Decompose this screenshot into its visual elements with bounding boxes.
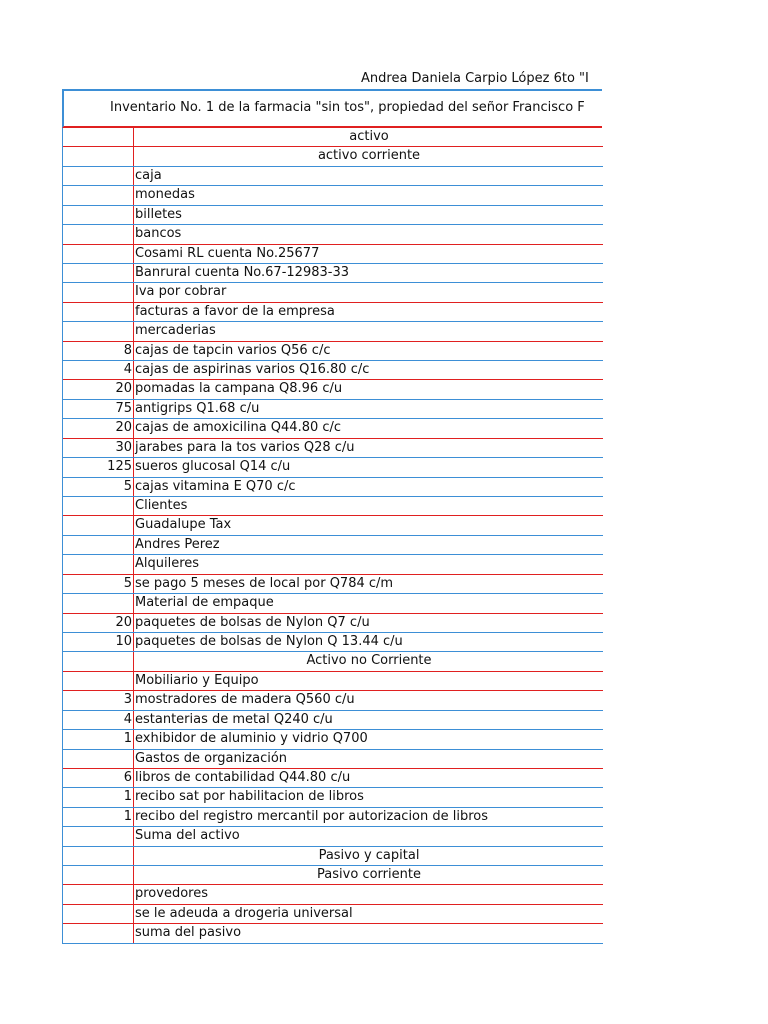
quantity-cell[interactable] bbox=[63, 264, 134, 282]
table-row bbox=[63, 478, 603, 497]
quantity-cell[interactable]: 3 bbox=[63, 691, 134, 709]
table-row bbox=[63, 225, 603, 244]
table-row bbox=[63, 691, 603, 710]
quantity-cell[interactable]: 8 bbox=[63, 342, 134, 360]
table-row bbox=[63, 750, 603, 769]
quantity-cell[interactable] bbox=[63, 322, 134, 340]
description-cell[interactable]: libros de contabilidad Q44.80 c/u bbox=[135, 769, 351, 785]
quantity-cell[interactable]: 5 bbox=[63, 575, 134, 593]
description-cell[interactable]: activo bbox=[349, 129, 389, 144]
quantity-cell[interactable]: 4 bbox=[63, 711, 134, 729]
description-cell[interactable]: mostradores de madera Q560 c/u bbox=[135, 692, 355, 708]
quantity-cell[interactable] bbox=[63, 672, 134, 690]
quantity-cell[interactable] bbox=[63, 847, 134, 865]
table-row bbox=[63, 652, 603, 671]
quantity-cell[interactable]: 125 bbox=[63, 458, 134, 476]
quantity-cell[interactable] bbox=[63, 866, 134, 884]
table-row bbox=[63, 769, 603, 788]
table-row bbox=[63, 283, 603, 302]
description-cell[interactable]: jarabes para la tos varios Q28 c/u bbox=[135, 439, 355, 455]
table-row bbox=[63, 167, 603, 186]
quantity-cell[interactable] bbox=[63, 245, 134, 263]
description-cell[interactable]: recibo del registro mercantil por autorizacion de libros bbox=[135, 808, 489, 824]
description-cell[interactable]: estanterias de metal Q240 c/u bbox=[135, 711, 333, 727]
table-row bbox=[63, 303, 603, 322]
table-row bbox=[63, 827, 603, 846]
description-cell[interactable]: Guadalupe Tax bbox=[135, 517, 232, 533]
quantity-cell[interactable] bbox=[63, 827, 134, 845]
table-row bbox=[63, 905, 603, 924]
description-cell[interactable]: Material de empaque bbox=[135, 595, 274, 611]
description-cell[interactable]: activo corriente bbox=[317, 148, 421, 164]
description-cell[interactable]: Suma del activo bbox=[135, 828, 240, 844]
quantity-cell[interactable]: 6 bbox=[63, 769, 134, 787]
table-row bbox=[63, 633, 603, 652]
table-row bbox=[63, 575, 603, 594]
author-line: Andrea Daniela Carpio López 6to "I bbox=[361, 71, 589, 86]
quantity-cell[interactable]: 20 bbox=[63, 614, 134, 632]
quantity-cell[interactable] bbox=[63, 128, 134, 146]
description-cell[interactable]: Pasivo y capital bbox=[318, 847, 420, 863]
table-row bbox=[63, 614, 603, 633]
table-row bbox=[63, 885, 603, 904]
description-cell[interactable]: facturas a favor de la empresa bbox=[135, 303, 335, 319]
table-row bbox=[63, 264, 603, 283]
description-cell[interactable]: Gastos de organización bbox=[135, 750, 288, 766]
description-cell[interactable]: Clientes bbox=[135, 498, 188, 514]
table-row bbox=[63, 458, 603, 477]
table-row bbox=[63, 788, 603, 807]
quantity-cell[interactable] bbox=[63, 147, 134, 165]
description-cell[interactable]: Pasivo corriente bbox=[317, 867, 421, 883]
table-row bbox=[63, 594, 603, 613]
table-row bbox=[63, 808, 603, 827]
quantity-cell[interactable] bbox=[63, 303, 134, 321]
table-row bbox=[63, 866, 603, 885]
table-row bbox=[63, 342, 603, 361]
description-cell[interactable]: Banrural cuenta No.67-12983-33 bbox=[135, 264, 349, 280]
quantity-cell[interactable]: 1 bbox=[63, 730, 134, 748]
quantity-cell[interactable] bbox=[63, 225, 134, 243]
quantity-cell[interactable]: 30 bbox=[63, 439, 134, 457]
description-cell[interactable]: mercaderias bbox=[135, 323, 216, 339]
description-cell[interactable]: Iva por cobrar bbox=[135, 284, 227, 300]
description-cell[interactable]: exhibidor de aluminio y vidrio Q700 bbox=[135, 731, 368, 747]
quantity-cell[interactable] bbox=[63, 516, 134, 534]
description-cell[interactable]: Cosami RL cuenta No.25677 bbox=[135, 245, 320, 261]
description-cell[interactable]: billetes bbox=[135, 206, 182, 222]
description-cell[interactable]: cajas vitamina E Q70 c/c bbox=[135, 478, 296, 494]
table-row bbox=[63, 128, 603, 147]
description-cell[interactable]: provedores bbox=[135, 886, 208, 902]
description-cell[interactable]: Alquileres bbox=[135, 556, 200, 572]
quantity-cell[interactable] bbox=[63, 283, 134, 301]
quantity-cell[interactable] bbox=[63, 167, 134, 185]
table-row bbox=[63, 924, 603, 943]
table-row bbox=[63, 361, 603, 380]
table-row bbox=[63, 206, 603, 225]
table-row bbox=[63, 245, 603, 264]
quantity-cell[interactable] bbox=[63, 536, 134, 554]
quantity-cell[interactable]: 10 bbox=[63, 633, 134, 651]
quantity-cell[interactable]: 1 bbox=[63, 808, 134, 826]
inventory-table bbox=[62, 128, 603, 944]
quantity-cell[interactable]: 75 bbox=[63, 400, 134, 418]
description-cell[interactable]: sueros glucosal Q14 c/u bbox=[135, 459, 291, 475]
table-row bbox=[63, 555, 603, 574]
quantity-cell[interactable] bbox=[63, 924, 134, 942]
quantity-cell[interactable] bbox=[63, 905, 134, 923]
description-cell[interactable]: monedas bbox=[135, 187, 195, 203]
description-cell[interactable]: paquetes de bolsas de Nylon Q7 c/u bbox=[135, 614, 370, 630]
description-cell[interactable]: se le adeuda a drogeria universal bbox=[135, 905, 353, 921]
table-row bbox=[63, 497, 603, 516]
description-cell[interactable]: cajas de amoxicilina Q44.80 c/c bbox=[135, 420, 342, 436]
description-cell[interactable]: pomadas la campana Q8.96 c/u bbox=[135, 381, 343, 397]
quantity-cell[interactable] bbox=[63, 885, 134, 903]
description-cell[interactable]: se pago 5 meses de local por Q784 c/m bbox=[135, 575, 394, 591]
table-row bbox=[63, 847, 603, 866]
quantity-cell[interactable]: 4 bbox=[63, 361, 134, 379]
table-row bbox=[63, 419, 603, 438]
table-row bbox=[63, 147, 603, 166]
description-cell[interactable]: cajas de tapcin varios Q56 c/c bbox=[135, 342, 331, 358]
quantity-cell[interactable] bbox=[63, 555, 134, 573]
inventory-title: Inventario No. 1 de la farmacia "sin tos", propiedad del señor Francisco F bbox=[110, 100, 585, 115]
table-row bbox=[63, 536, 603, 555]
quantity-cell[interactable] bbox=[63, 594, 134, 612]
table-row bbox=[63, 400, 603, 419]
quantity-cell[interactable] bbox=[63, 206, 134, 224]
description-cell[interactable]: bancos bbox=[135, 226, 182, 242]
quantity-cell[interactable]: 20 bbox=[63, 380, 134, 398]
description-cell[interactable]: antigrips Q1.68 c/u bbox=[135, 400, 260, 416]
quantity-cell[interactable]: 20 bbox=[63, 419, 134, 437]
table-row bbox=[63, 322, 603, 341]
quantity-cell[interactable] bbox=[63, 652, 134, 670]
table-row bbox=[63, 186, 603, 205]
description-cell[interactable]: Activo no Corriente bbox=[306, 653, 432, 669]
table-row bbox=[63, 730, 603, 749]
description-cell[interactable]: paquetes de bolsas de Nylon Q 13.44 c/u bbox=[135, 633, 403, 649]
quantity-cell[interactable] bbox=[63, 497, 134, 515]
quantity-cell[interactable] bbox=[63, 186, 134, 204]
table-row bbox=[63, 711, 603, 730]
description-cell[interactable]: Mobiliario y Equipo bbox=[135, 672, 259, 688]
description-cell[interactable]: suma del pasivo bbox=[135, 925, 242, 941]
title-cell bbox=[62, 89, 602, 128]
table-row bbox=[63, 439, 603, 458]
table-row bbox=[63, 672, 603, 691]
quantity-cell[interactable]: 5 bbox=[63, 478, 134, 496]
table-row bbox=[63, 516, 603, 535]
description-cell[interactable]: caja bbox=[135, 167, 162, 183]
description-cell[interactable]: recibo sat por habilitacion de libros bbox=[135, 789, 364, 805]
quantity-cell[interactable] bbox=[63, 750, 134, 768]
table-row bbox=[63, 380, 603, 399]
quantity-cell[interactable]: 1 bbox=[63, 788, 134, 806]
description-cell[interactable]: Andres Perez bbox=[135, 536, 220, 552]
description-cell[interactable]: cajas de aspirinas varios Q16.80 c/c bbox=[135, 362, 370, 378]
